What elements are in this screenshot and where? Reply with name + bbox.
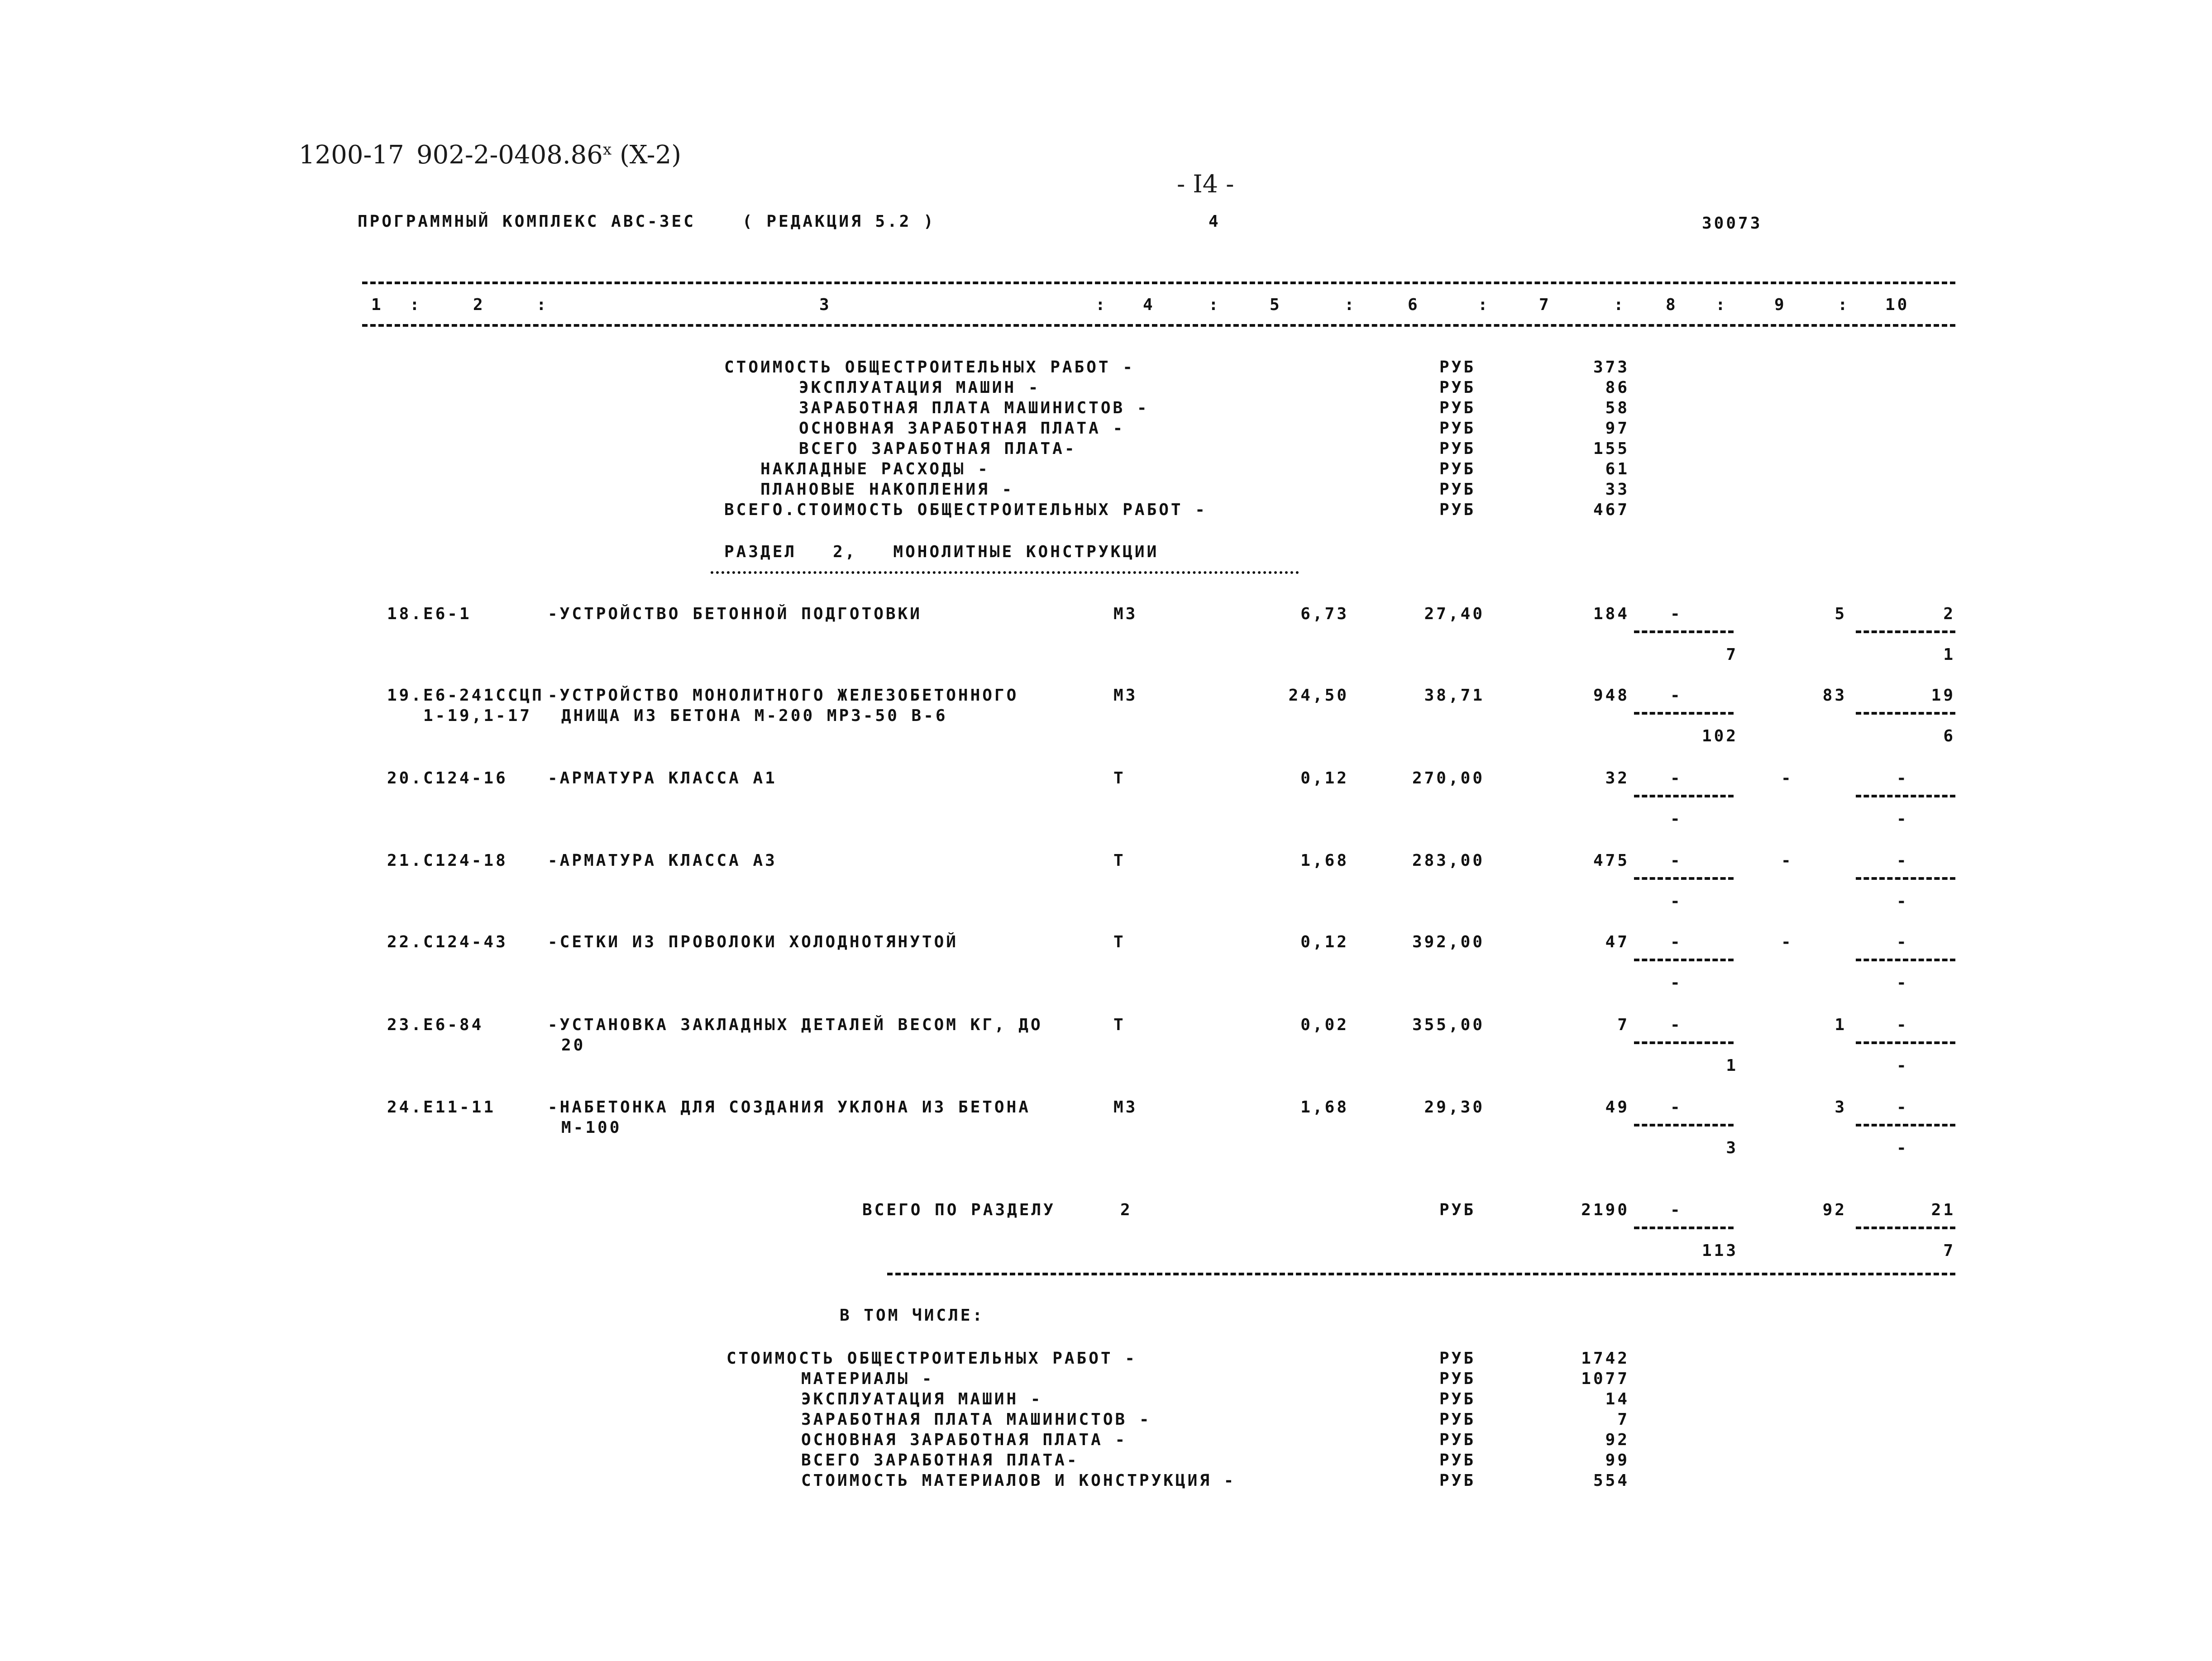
summary-value: 99	[1605, 1451, 1629, 1470]
item-col9: -	[1781, 769, 1793, 788]
fraction-line	[1856, 877, 1955, 880]
col-sep: :	[410, 296, 422, 314]
summary-label: СТОИМОСТЬ ОБЩЕСТРОИТЕЛЬНЫХ РАБОТ -	[726, 1349, 1137, 1368]
fraction-line	[1856, 1041, 1955, 1044]
fraction-line	[1856, 1124, 1955, 1126]
item-col10-bottom: -	[1897, 974, 1909, 992]
item-qty: 1,68	[1300, 851, 1349, 870]
item-name: -НАБЕТОНКА ДЛЯ СОЗДАНИЯ УКЛОНА ИЗ БЕТОНА	[548, 1098, 1031, 1117]
item-col10: -	[1897, 1098, 1909, 1117]
item-unit: М3	[1113, 605, 1138, 623]
item-unit: Т	[1113, 769, 1126, 788]
item-price: 29,30	[1424, 1098, 1485, 1117]
header-rule-bottom	[362, 324, 1955, 327]
item-unit: Т	[1113, 933, 1126, 951]
item-col8-bottom: -	[1670, 810, 1682, 828]
summary-value: 7	[1617, 1410, 1629, 1429]
item-price: 283,00	[1412, 851, 1485, 870]
item-price: 392,00	[1412, 933, 1485, 951]
item-col10: -	[1897, 1016, 1909, 1034]
col-sep: :	[536, 296, 549, 314]
item-col10-bottom: -	[1897, 810, 1909, 828]
col-5: 5	[1270, 296, 1282, 314]
item-code: 21.С124-18	[387, 851, 508, 870]
item-price: 27,40	[1424, 605, 1485, 623]
item-total: 475	[1593, 851, 1629, 870]
item-code: 23.Е6-84	[387, 1016, 484, 1034]
item-col8: -	[1670, 686, 1682, 705]
item-col9: 5	[1835, 605, 1847, 623]
item-price: 355,00	[1412, 1016, 1485, 1034]
item-name: -АРМАТУРА КЛАССА А1	[548, 769, 777, 788]
summary-label: СТОИМОСТЬ МАТЕРИАЛОВ И КОНСТРУКЦИЯ -	[801, 1471, 1236, 1490]
item-name: -УСТРОЙСТВО БЕТОННОЙ ПОДГОТОВКИ	[548, 605, 922, 623]
col-sep: :	[1478, 296, 1490, 314]
item-col10-bottom: -	[1897, 1056, 1909, 1075]
col-sep: :	[1095, 296, 1108, 314]
summary-label: ВСЕГО.СТОИМОСТЬ ОБЩЕСТРОИТЕЛЬНЫХ РАБОТ -	[724, 501, 1207, 519]
summary-unit: РУБ	[1439, 1451, 1476, 1470]
item-name-cont: ДНИЩА ИЗ БЕТОНА М-200 МРЗ-50 В-6	[561, 706, 948, 725]
doc-code-sup: x	[602, 140, 612, 159]
col-6: 6	[1408, 296, 1420, 314]
col-sep: :	[1838, 296, 1850, 314]
col-7: 7	[1539, 296, 1551, 314]
item-total: 47	[1605, 933, 1629, 951]
summary-unit: РУБ	[1439, 358, 1476, 377]
summary-unit: РУБ	[1439, 1410, 1476, 1429]
summary-label: ВСЕГО ЗАРАБОТНАЯ ПЛАТА-	[801, 1451, 1079, 1470]
item-col10-bottom: 6	[1943, 727, 1955, 745]
summary-label: ЭКСПЛУАТАЦИЯ МАШИН -	[801, 1390, 1043, 1408]
fraction-line	[1856, 795, 1955, 797]
item-total: 49	[1605, 1098, 1629, 1117]
fraction-line	[1634, 959, 1734, 961]
summary-value: 554	[1593, 1471, 1629, 1490]
item-col10-bottom: 1	[1943, 645, 1955, 664]
section-title: РАЗДЕЛ 2, МОНОЛИТНЫЕ КОНСТРУКЦИИ	[724, 543, 1159, 561]
fraction-line	[1856, 712, 1955, 715]
col-sep: :	[1209, 296, 1221, 314]
summary-value: 97	[1605, 419, 1629, 438]
item-col8-bottom: 7	[1726, 645, 1738, 664]
item-col8: -	[1670, 1098, 1682, 1117]
summary-unit: РУБ	[1439, 1370, 1476, 1388]
item-col8: -	[1670, 851, 1682, 870]
summary-value: 58	[1605, 399, 1629, 417]
program-edition: ( РЕДАКЦИЯ 5.2 )	[742, 212, 936, 231]
summary-unit: РУБ	[1439, 1349, 1476, 1368]
fraction-line	[1634, 1227, 1734, 1229]
summary-label: ЗАРАБОТНАЯ ПЛАТА МАШИНИСТОВ -	[799, 399, 1149, 417]
section-total-value: 2190	[1581, 1201, 1629, 1219]
stamp-number: 1200-17	[299, 140, 404, 170]
item-unit: М3	[1113, 1098, 1138, 1117]
item-col10: 19	[1931, 686, 1955, 705]
col-sep: :	[1344, 296, 1357, 314]
summary-unit: РУБ	[1439, 501, 1476, 519]
fraction-line	[1634, 712, 1734, 715]
doc-code-suffix: (X-2)	[619, 140, 682, 170]
item-name: -СЕТКИ ИЗ ПРОВОЛОКИ ХОЛОДНОТЯНУТОЙ	[548, 933, 958, 951]
item-name: -УСТАНОВКА ЗАКЛАДНЫХ ДЕТАЛЕЙ ВЕСОМ КГ, ДО	[548, 1016, 1043, 1034]
summary-label: ЗАРАБОТНАЯ ПЛАТА МАШИНИСТОВ -	[801, 1410, 1151, 1429]
item-col8-bottom: 1	[1726, 1056, 1738, 1075]
item-col8-bottom: 3	[1726, 1139, 1738, 1157]
fraction-line	[1856, 630, 1955, 633]
program-name: ПРОГРАММНЫЙ КОМПЛЕКС АВС-ЗЕС	[358, 212, 696, 231]
section-total-label: ВСЕГО ПО РАЗДЕЛУ	[862, 1201, 1056, 1219]
fraction-line	[1856, 1227, 1955, 1229]
item-price: 38,71	[1424, 686, 1485, 705]
section-title-underline	[711, 571, 1299, 574]
summary-label: ОСНОВНАЯ ЗАРАБОТНАЯ ПЛАТА -	[799, 419, 1125, 438]
item-name: -УСТРОЙСТВО МОНОЛИТНОГО ЖЕЛЕЗОБЕТОННОГО	[548, 686, 1019, 705]
item-name-cont: 20	[561, 1036, 586, 1055]
item-col10-bottom: -	[1897, 1139, 1909, 1157]
summary-unit: РУБ	[1439, 378, 1476, 397]
summary-value: 61	[1605, 460, 1629, 478]
item-col10: -	[1897, 933, 1909, 951]
item-col9: 83	[1822, 686, 1847, 705]
col-10: 10	[1885, 296, 1910, 314]
fraction-line	[1634, 630, 1734, 633]
summary-unit: РУБ	[1439, 1431, 1476, 1449]
fraction-line	[1634, 1124, 1734, 1126]
section-total-col10-bottom: 7	[1943, 1241, 1955, 1260]
summary-unit: РУБ	[1439, 399, 1476, 417]
sheet-number: 4	[1209, 212, 1221, 231]
fraction-line	[1856, 959, 1955, 961]
summary-value: 33	[1605, 480, 1629, 499]
item-name-cont: М-100	[561, 1118, 622, 1137]
section-total-unit: РУБ	[1439, 1201, 1476, 1219]
summary-label: ОСНОВНАЯ ЗАРАБОТНАЯ ПЛАТА -	[801, 1431, 1127, 1449]
section-total-col9: 92	[1822, 1201, 1847, 1219]
item-col10-bottom: -	[1897, 892, 1909, 911]
item-col9: -	[1781, 933, 1793, 951]
item-total: 184	[1593, 605, 1629, 623]
section-total-col8: -	[1670, 1201, 1682, 1219]
item-total: 32	[1605, 769, 1629, 788]
item-col8: -	[1670, 605, 1682, 623]
item-code: 22.С124-43	[387, 933, 508, 951]
item-qty: 0,12	[1300, 933, 1349, 951]
item-qty: 0,12	[1300, 769, 1349, 788]
summary-unit: РУБ	[1439, 439, 1476, 458]
item-col9: -	[1781, 851, 1793, 870]
summary-value: 1077	[1581, 1370, 1629, 1388]
doc-code-main: 902-2-0408.86	[416, 140, 603, 170]
fraction-line	[1634, 1041, 1734, 1044]
summary-value: 467	[1593, 501, 1629, 519]
col-2: 2	[473, 296, 485, 314]
summary-unit: РУБ	[1439, 1390, 1476, 1408]
summary-label: СТОИМОСТЬ ОБЩЕСТРОИТЕЛЬНЫХ РАБОТ -	[724, 358, 1135, 377]
summary-label: ЭКСПЛУАТАЦИЯ МАШИН -	[799, 378, 1041, 397]
fraction-line	[1634, 795, 1734, 797]
item-qty: 24,50	[1288, 686, 1349, 705]
item-name: -АРМАТУРА КЛАССА А3	[548, 851, 777, 870]
total-separator-line	[887, 1273, 1955, 1275]
item-qty: 1,68	[1300, 1098, 1349, 1117]
item-col10: -	[1897, 851, 1909, 870]
section-total-col10: 21	[1931, 1201, 1955, 1219]
item-col10: -	[1897, 769, 1909, 788]
summary-value: 1742	[1581, 1349, 1629, 1368]
item-total: 7	[1617, 1016, 1629, 1034]
item-unit: Т	[1113, 851, 1126, 870]
header-rule-top	[362, 282, 1955, 284]
col-3: 3	[819, 296, 831, 314]
summary-value: 14	[1605, 1390, 1629, 1408]
col-4: 4	[1143, 296, 1155, 314]
item-unit: Т	[1113, 1016, 1126, 1034]
item-code: 18.Е6-1	[387, 605, 472, 623]
item-qty: 0,02	[1300, 1016, 1349, 1034]
summary-value: 373	[1593, 358, 1629, 377]
item-col8: -	[1670, 933, 1682, 951]
doc-code-number: 30073	[1702, 214, 1763, 233]
section-total-col8-bottom: 113	[1701, 1241, 1738, 1260]
item-price: 270,00	[1412, 769, 1485, 788]
item-col8-bottom: 102	[1701, 727, 1738, 745]
summary-value: 86	[1605, 378, 1629, 397]
item-code: 19.Е6-241ССЦП	[387, 686, 544, 705]
item-unit: М3	[1113, 686, 1138, 705]
item-code: 20.С124-16	[387, 769, 508, 788]
col-8: 8	[1666, 296, 1678, 314]
summary-label: ПЛАНОВЫЕ НАКОПЛЕНИЯ -	[760, 480, 1014, 499]
item-col9: 1	[1835, 1016, 1847, 1034]
summary-label: НАКЛАДНЫЕ РАСХОДЫ -	[760, 460, 990, 478]
summary-unit: РУБ	[1439, 480, 1476, 499]
col-9: 9	[1774, 296, 1787, 314]
section-total-number: 2	[1120, 1201, 1132, 1219]
summary-value: 155	[1593, 439, 1629, 458]
item-total: 948	[1593, 686, 1629, 705]
col-sep: :	[1614, 296, 1626, 314]
summary-unit: РУБ	[1439, 1471, 1476, 1490]
summary-value: 92	[1605, 1431, 1629, 1449]
col-1: 1	[371, 296, 383, 314]
doc-code	[416, 140, 681, 170]
item-code: 24.Е11-11	[387, 1098, 496, 1117]
item-col9: 3	[1835, 1098, 1847, 1117]
item-col8: -	[1670, 769, 1682, 788]
col-sep: :	[1715, 296, 1728, 314]
including-heading: В ТОМ ЧИСЛЕ:	[840, 1306, 985, 1325]
summary-label: ВСЕГО ЗАРАБОТНАЯ ПЛАТА-	[799, 439, 1077, 458]
item-qty: 6,73	[1300, 605, 1349, 623]
item-col10: 2	[1943, 605, 1955, 623]
item-code-cont: 1-19,1-17	[423, 706, 532, 725]
item-col8-bottom: -	[1670, 892, 1682, 911]
summary-label: МАТЕРИАЛЫ -	[801, 1370, 934, 1388]
summary-unit: РУБ	[1439, 419, 1476, 438]
page-number: - I4 -	[1177, 170, 1234, 198]
fraction-line	[1634, 877, 1734, 880]
summary-unit: РУБ	[1439, 460, 1476, 478]
item-col8-bottom: -	[1670, 974, 1682, 992]
item-col8: -	[1670, 1016, 1682, 1034]
